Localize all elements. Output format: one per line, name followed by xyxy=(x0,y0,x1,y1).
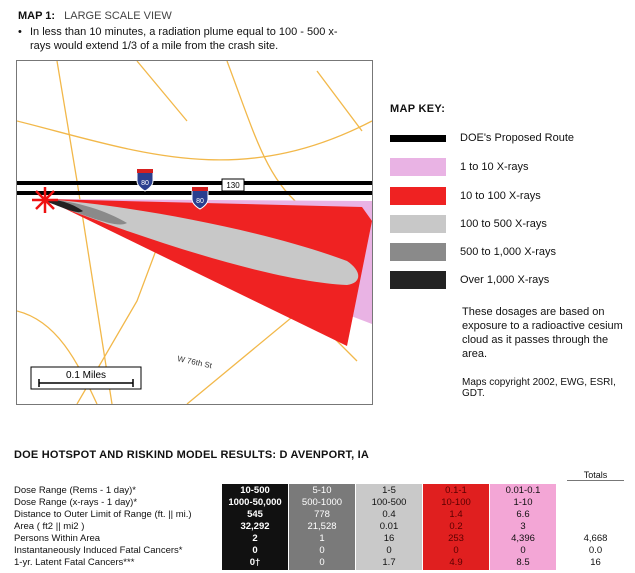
results-column-100-500 xyxy=(356,484,422,570)
row-label: Instantaneously Induced Fatal Cancers* xyxy=(14,545,183,556)
table-cell: 0.01-0.1 xyxy=(505,485,541,496)
table-cell: 0 xyxy=(252,545,258,556)
table-cell: 10-100 xyxy=(441,497,471,508)
map-description-text: In less than 10 minutes, a radiation plume equal to 100 - 500 x-rays would extend 1/3 of a mile from the crash site. xyxy=(30,26,338,52)
road xyxy=(57,61,112,404)
key-swatch-route xyxy=(390,135,446,142)
totals-header: Totals xyxy=(567,470,624,481)
key-label-100-500: 100 to 500 X-rays xyxy=(460,218,547,230)
copyright-text: Maps copyright 2002, EWG, ESRI, GDT. xyxy=(462,377,616,399)
table-cell: 4,396 xyxy=(511,533,535,544)
table-cell: 8.5 xyxy=(516,557,530,568)
key-label-10-100: 10 to 100 X-rays xyxy=(460,190,541,202)
key-swatch-100-500 xyxy=(390,215,446,233)
key-label-over-1000: Over 1,000 X-rays xyxy=(460,274,550,286)
table-cell: 1.4 xyxy=(449,509,463,520)
table-cell: 0.2 xyxy=(449,521,463,532)
row-label: Distance to Outer Limit of Range (ft. || mi.) xyxy=(14,509,192,520)
table-cell: 778 xyxy=(314,509,330,520)
table-cell: 32,292 xyxy=(240,521,270,532)
table-cell: 1000-50,000 xyxy=(228,497,282,508)
key-swatch-over-1000 xyxy=(390,271,446,289)
results-title: DOE HOTSPOT AND RISKIND MODEL RESULTS: D AVENPORT, IA xyxy=(14,449,370,461)
table-cell: 100-500 xyxy=(371,497,407,508)
table-cell: 500-1000 xyxy=(301,497,343,508)
scale-bar xyxy=(31,367,141,389)
results-table xyxy=(14,470,624,570)
table-cell: 0 xyxy=(520,545,526,556)
key-swatch-10-100 xyxy=(390,187,446,205)
interstate-80-shield-icon xyxy=(137,169,153,191)
table-cell: 0 xyxy=(453,545,459,556)
total-cell: 0.0 xyxy=(588,545,603,556)
key-label-500-1000: 500 to 1,000 X-rays xyxy=(460,246,557,258)
table-cell: 0 xyxy=(319,545,325,556)
total-cell: 16 xyxy=(590,557,601,568)
map-title xyxy=(18,10,172,22)
road xyxy=(137,61,187,121)
bullet-icon: • xyxy=(18,26,22,38)
results-column-10-100 xyxy=(423,484,489,570)
highway-130-shield-icon xyxy=(222,179,244,191)
row-label: Persons Within Area xyxy=(14,533,101,544)
row-label: 1-yr. Latent Fatal Cancers*** xyxy=(14,557,135,568)
results-column-500-1000 xyxy=(289,484,355,570)
key-label-1-10: 1 to 10 X-rays xyxy=(460,161,529,173)
row-label: Dose Range (Rems - 1 day)* xyxy=(14,485,136,496)
table-cell: 21,528 xyxy=(307,521,337,532)
table-cell: 6.6 xyxy=(516,509,530,520)
table-cell: 545 xyxy=(247,509,263,520)
map-key-title: MAP KEY: xyxy=(390,103,446,115)
shield-label: 80 xyxy=(141,180,149,187)
table-cell: 1.7 xyxy=(382,557,396,568)
table-cell: 4.9 xyxy=(449,557,463,568)
table-cell: 253 xyxy=(448,533,464,544)
key-label-route: DOE's Proposed Route xyxy=(460,132,574,144)
table-cell: 0.01 xyxy=(379,521,399,532)
table-cell: 3 xyxy=(520,521,526,532)
crash-site-icon xyxy=(32,187,58,213)
key-note: These dosages are based on exposure to a radioactive cesium cloud as it passes through the area. xyxy=(462,306,623,360)
table-cell: 1-5 xyxy=(382,485,396,496)
table-cell: 0† xyxy=(249,557,261,568)
map-title-sub: LARGE SCALE VIEW xyxy=(64,10,172,22)
table-cell: 1-10 xyxy=(513,497,533,508)
key-swatch-1-10 xyxy=(390,158,446,176)
map-description xyxy=(18,25,348,53)
shield-label: 80 xyxy=(196,198,204,205)
results-column-over-1000 xyxy=(222,484,288,570)
map-canvas xyxy=(17,61,372,404)
row-label: Area ( ft2 || mi2 ) xyxy=(14,521,85,532)
road xyxy=(317,71,362,131)
map-title-bold: MAP 1: xyxy=(18,10,56,22)
table-cell: 0.1-1 xyxy=(445,485,467,496)
total-cell: 4,668 xyxy=(583,533,608,544)
table-cell: 0 xyxy=(319,557,325,568)
table-cell: 0 xyxy=(386,545,392,556)
table-cell: 0.4 xyxy=(382,509,396,520)
row-label: Dose Range (x-rays - 1 day)* xyxy=(14,497,138,508)
scale-label: 0.1 Miles xyxy=(65,370,107,381)
table-cell: 2 xyxy=(252,533,258,544)
map-panel[interactable] xyxy=(16,60,373,405)
key-swatch-500-1000 xyxy=(390,243,446,261)
table-cell: 5-10 xyxy=(312,485,332,496)
results-column-1-10 xyxy=(490,484,556,570)
table-cell: 1 xyxy=(319,533,325,544)
shield-label: 130 xyxy=(226,181,240,190)
table-cell: 16 xyxy=(383,533,395,544)
street-label: W 76th St xyxy=(176,354,213,371)
table-cell: 10-500 xyxy=(240,485,270,496)
